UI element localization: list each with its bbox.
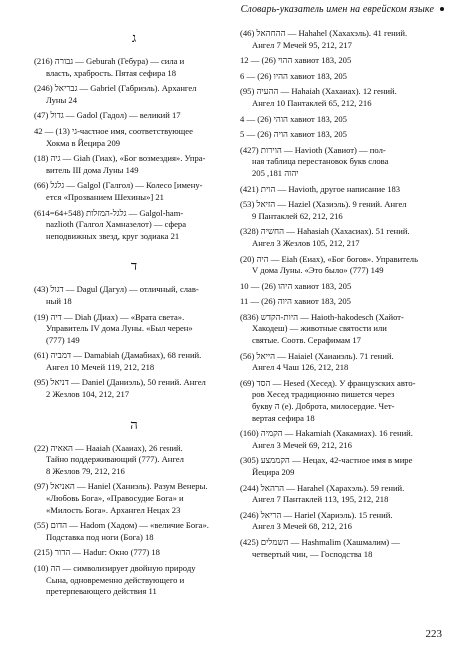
entry-headline: השמלים (425) — Hashmalim (Хашмалим) — [240,536,400,547]
index-entry [240,114,446,126]
entry-continuation: 8 Жезлов 79, 212, 216 [46,465,125,476]
entry-headline: ההעיה (95) — Hahaiah (Хахаиах). 12 гений. [240,86,397,97]
index-entry [34,56,234,79]
entry-headline: גי (13) — 42-частное имя, соответствующее [34,125,193,136]
entry-continuation: «Любовь Бога», «Правосудие Бога» и [46,493,184,504]
index-entry [34,312,234,347]
index-entry [34,443,234,478]
section-letter: ה [130,417,138,433]
entry-headline: הסד (69) — Hesed (Хесед). У французских авто- [240,377,416,388]
index-entry [34,547,234,559]
entry-continuation: ров Хесед традиционно пишется через [252,389,395,400]
entry-headline: גבריאל (246) — Gabriel (Габриэль). Архангел [34,83,197,94]
entry-continuation: Ангел 3 Мечей 68, 212, 216 [252,521,352,532]
entry-continuation: Ангел 10 Мечей 119, 212, 218 [46,361,155,372]
entry-continuation: ется «Прозванием Шехины»] 21 [46,191,164,202]
entry-headline: הקמיה (160) — Hakamiah (Хакамиах). 16 гений. [240,428,413,439]
entry-continuation: Хакодеш) — животные святости или [252,323,387,334]
index-entry [240,510,446,533]
index-entry [34,110,234,122]
page-number: 223 [425,628,442,640]
index-entry [240,28,446,51]
entry-headline: ההוי (26) — 12 хавиот 183, 205 [240,55,352,66]
entry-continuation: Ангел 4 Чаш 126, 212, 218 [252,362,349,373]
entry-headline: הקממצע (305) — Нецах, 42-частное имя в мире [240,455,413,466]
index-entry [34,180,234,203]
entry-continuation: святые. Соотв. Серафимам 17 [252,335,361,346]
left-column [34,30,234,602]
section-spacer [34,246,234,258]
index-entry [240,199,446,222]
index-entry [240,378,446,424]
entry-headline: הויה (26) — 5 хавиот 183, 205 [240,129,347,140]
entry-headline: הוית (421) — Havioth, другое написание 183 [240,183,401,194]
section-letter: ג [131,31,137,46]
entry-continuation: Ангел 3 Жезлов 105, 212, 217 [252,237,360,248]
entry-headline: דיה (19) — Diah (Диах) — «Врата света». [34,311,185,322]
entry-continuation: 2 Жезлов 104, 212, 217 [46,389,130,400]
index-entry [240,537,446,560]
entry-continuation: Ангел 7 Пантаклей 113, 195, 212, 218 [252,494,389,505]
running-header [0,2,468,18]
entry-continuation: власть, храбрость. Пятая сефира 18 [46,67,177,78]
entry-continuation: вертая сефира 18 [252,412,315,423]
index-entry [240,129,446,141]
entry-headline: הייאל (56) — Haiaiel (Хаиаиэль). 71 гений. [240,350,394,361]
right-column [240,28,446,564]
entry-headline: היוה (26) — 11 хавиот 183, 205 [240,296,351,307]
entry-continuation: Йецира 209 [252,467,295,477]
entry-continuation: יהוה 181, 205 [252,167,299,178]
entry-headline: האניאל (97) — Haniel (Ханиэль). Разум Венеры. [34,481,208,492]
entry-continuation: V дома Луны. «Это было» (777) 149 [252,265,384,276]
entry-continuation: претерпевающего действия 11 [46,586,157,597]
index-entry [34,350,234,373]
entry-continuation: Тайно поддерживающий (777). Ангел [46,454,184,465]
entry-continuation: четвертый чин, — Господства 18 [252,548,373,559]
index-entry [34,563,234,598]
index-entry [240,483,446,506]
entry-headline: היה (20) — Eiah (Еиах), «Бог богов». Управитель [240,253,418,264]
entry-headline: ההיו (26) — 6 хавиот 183, 205 [240,70,347,81]
entry-headline: גיה (18) — Giah (Гиах), «Бог возмездия». Упра- [34,153,206,164]
entry-headline: גדול (47) — Gadol (Гадол) — великий 17 [34,110,181,121]
entry-continuation: 9 Пантаклей 62, 212, 216 [252,210,343,221]
entry-continuation: Хокма в Йецира 209 [46,137,121,148]
index-entry [240,296,446,308]
entry-continuation: Луны 24 [46,94,78,105]
index-entry [240,312,446,347]
index-entry [34,520,234,543]
entry-headline: הזיאל (53) — Haziel (Хазиэль). 9 гений. Ангел [240,199,407,210]
entry-continuation: ная таблица перестановок букв слова [252,156,389,167]
entry-continuation: Подставка под ноги (Бога) 18 [46,531,154,542]
entry-headline: הריאל (246) — Hariel (Хариэль). 15 гений. [240,509,393,520]
entry-continuation: Ангел 7 Мечей 95, 212, 217 [252,39,352,50]
entry-continuation: nazlioth (Галгол Хамназелот) — сфера [46,219,187,230]
entry-headline: הדום (55) — Hadom (Хадом) — «величие Бога». [34,520,209,531]
entry-continuation: Ангел 3 Мечей 69, 212, 216 [252,439,352,450]
index-entry [240,86,446,109]
entry-headline: דמביה (61) — Damabiah (Дамабиах), 68 гений. [34,350,202,361]
index-entry [240,254,446,277]
entry-headline: גלגל-המזלות (64+548=614) — Galgol-ham- [34,207,184,218]
entry-headline: הרהאל (244) — Harahel (Харахэль). 59 гений. [240,482,405,493]
entry-continuation: ный 18 [46,295,72,306]
index-entry [34,284,234,307]
entry-continuation: неподвижных звезд, круг зодиака 21 [46,230,180,241]
index-entry [240,428,446,451]
index-entry [240,55,446,67]
entry-headline: גלגל (66) — Galgol (Галгол) — Колесо [имену- [34,180,203,191]
index-entry [240,281,446,293]
entry-headline: דגול (43) — Dagul (Дагул) — отличный, слав- [34,284,199,295]
index-entry [34,83,234,106]
index-entry [34,481,234,516]
entry-headline: היות-הקדש (836) — Haioth-hakodesch (Хайот- [240,311,404,322]
section-letter: ד [130,259,138,275]
bullet-icon [440,7,444,11]
entry-headline: הדור (215) — Hadur: Окно (777) 18 [34,547,160,558]
index-entry [34,377,234,400]
entry-headline: גבורה (216) — Geburah (Гебура) — сила и [34,56,185,66]
entry-continuation: букву ה (е). Доброта, милосердие. Чет- [252,401,395,412]
entry-continuation: Ангел 10 Пантаклей 65, 212, 216 [252,97,372,108]
index-entry [240,455,446,478]
entry-continuation: Управитель IV дома Луны. «Был черен» [46,323,193,334]
section-spacer [34,405,234,417]
index-entry [240,184,446,196]
entry-headline: ההחהאל (46) — Hahahel (Хахахэль). 41 гений. [240,28,408,38]
entry-continuation: «Милость Бога». Архангел Нецах 23 [46,504,181,515]
entry-headline: החשיה (328) — Hahasiah (Хахасиах). 51 гений. [240,226,410,237]
entry-continuation: (777) 149 [46,334,80,345]
index-entry [240,71,446,83]
index-entry [240,145,446,180]
entry-continuation: витель III дома Луны 149 [46,164,139,175]
index-entry [34,126,234,149]
index-entry [34,208,234,243]
entry-continuation: Сына, одновременно действующего и [46,574,185,585]
entry-headline: דניאל (95) — Daniel (Даниэль), 50 гений. Ангел [34,377,206,388]
entry-headline: הוהי (26) — 4 хавиот 183, 205 [240,113,347,124]
entry-headline: הוירות (427) — Havioth (Хавиот) — пол- [240,144,386,155]
entry-headline: האאיה (22) — Haaiah (Хааиах), 26 гений. [34,442,183,453]
running-header-title: Словарь-указатель имен на еврейском языке [240,4,434,15]
entry-headline: הה (10) — символизирует двойную природу [34,563,196,573]
index-entry [34,153,234,176]
index-entry [240,351,446,374]
index-entry [240,226,446,249]
entry-headline: היהו (26) — 10 хавиот 183, 205 [240,280,352,291]
